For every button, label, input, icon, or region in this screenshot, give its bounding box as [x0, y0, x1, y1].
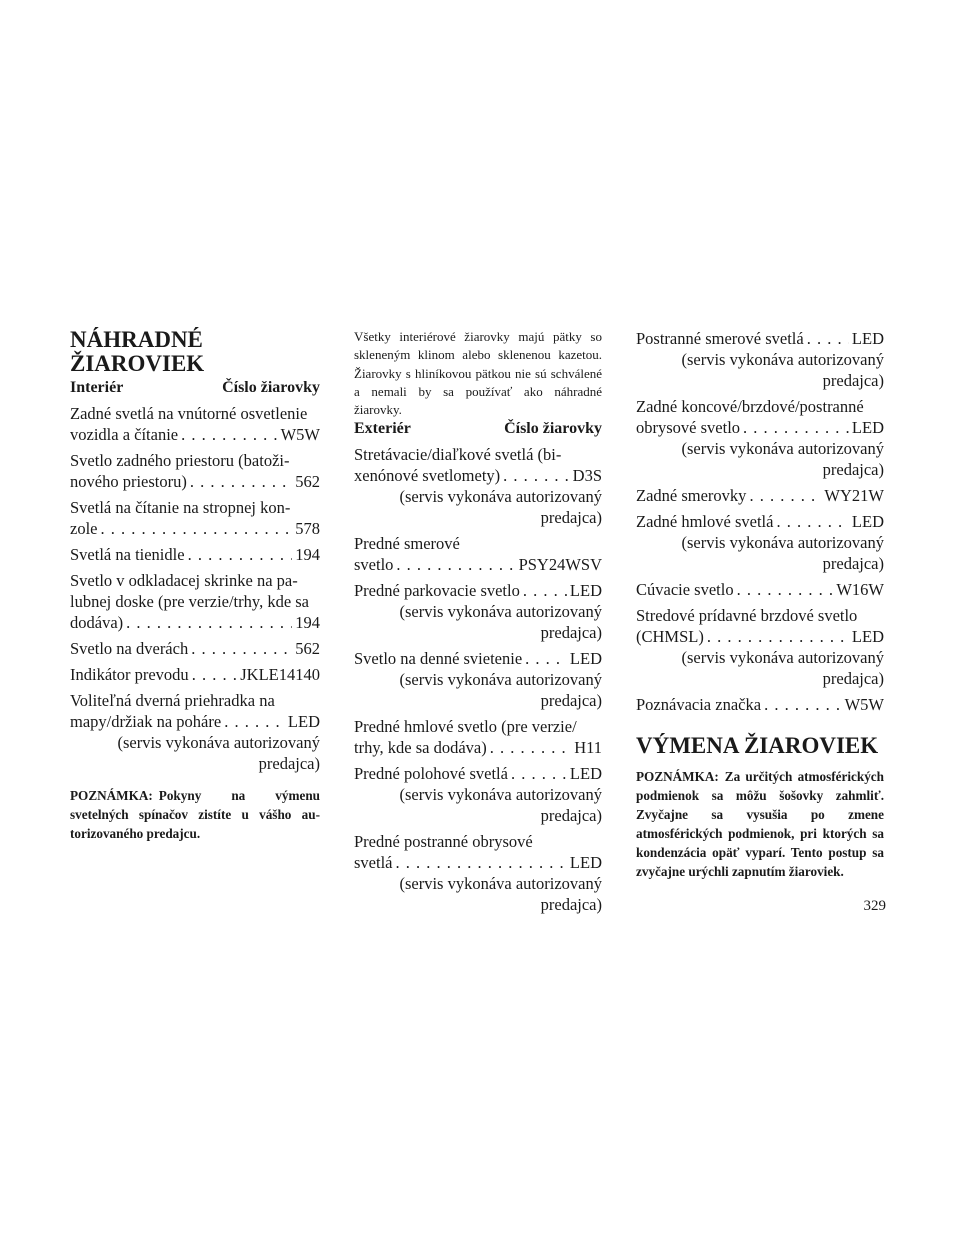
bulb-number: LED [851, 627, 884, 646]
bulb-location-text: Stretávacie/diaľkové svetlá (bi- [354, 445, 562, 465]
service-note: predajca) [822, 669, 884, 688]
bulb-number: LED [851, 418, 884, 437]
bulb-entry [636, 605, 884, 689]
bulb-entry [70, 570, 320, 633]
replacement-note [636, 767, 884, 881]
bulb-entry-line [636, 328, 884, 349]
dot-leader [743, 417, 849, 438]
bulb-entry-line [70, 424, 320, 445]
bulb-entry-line [636, 511, 884, 532]
bulb-entry-line [636, 694, 884, 715]
bulb-entry-line [354, 465, 602, 486]
column-right [636, 328, 884, 881]
bulb-entry [354, 444, 602, 528]
bulb-entry-line [70, 638, 320, 659]
service-note: predajca) [540, 623, 602, 643]
column-middle [354, 328, 602, 920]
section-title [70, 328, 320, 376]
dot-leader [126, 612, 292, 633]
bulb-location-text: Zadné smerovky [636, 486, 747, 505]
bulb-location-text: Voliteľná dverná priehradka na [70, 691, 275, 710]
column-left [70, 328, 320, 843]
dot-leader [807, 328, 849, 349]
bulb-entry [636, 694, 884, 715]
exterior-bulb-list-continued [636, 328, 884, 715]
bulb-entry [636, 579, 884, 600]
bulb-location-text: Zadné koncové/brzdové/postranné [636, 397, 864, 416]
bulb-entry-line [70, 664, 320, 685]
interior-table-header [70, 378, 320, 397]
bulb-location-text: Predné hmlové svetlo (pre verzie/ [354, 717, 577, 737]
bulb-entry [70, 638, 320, 659]
bulb-entry [70, 664, 320, 685]
bulb-number-header: Číslo žiarovky [222, 379, 320, 396]
dot-leader [100, 518, 292, 539]
service-note: predajca) [540, 806, 602, 826]
dot-leader [490, 737, 571, 758]
bulb-entry [70, 403, 320, 445]
bulb-number: LED [569, 649, 602, 669]
bulb-location-text: Postranné smerové svetlá [636, 329, 804, 348]
bulb-location-text: lubnej doske (pre verzie/trhy, kde sa [70, 592, 310, 611]
bulb-location-text: trhy, kde sa dodáva) [354, 738, 487, 758]
bulb-entry-line [354, 737, 602, 758]
bulb-location-text: svetlá [354, 853, 393, 873]
dot-leader [188, 544, 293, 565]
bulb-number: JKLE14140 [240, 665, 320, 684]
page-number: 329 [863, 898, 886, 914]
dot-leader [192, 664, 238, 685]
note-text: Pokyny na výmenu svetelných spínačov zistíte u vášho autorizovaného predajcu. [70, 788, 320, 841]
service-note: (servis vykonáva autorizovaný [681, 350, 884, 369]
note-label: POZNÁMKA: [70, 788, 153, 803]
bulb-entry-line [354, 648, 602, 669]
bulb-entry [354, 716, 602, 758]
bulb-location-text: Svetlo na dverách [70, 639, 189, 658]
bulb-location-text: Predné smerové [354, 534, 460, 554]
bulb-number: WY21W [824, 486, 884, 505]
bulb-entry [636, 328, 884, 391]
bulb-location-text: Poznávacia značka [636, 695, 762, 714]
bulb-number: W5W [280, 425, 320, 444]
replacement-section-title: VÝMENA ŽIAROVIEK [636, 733, 879, 758]
service-note: (servis vykonáva autorizovaný [399, 785, 602, 805]
bulb-entry [354, 648, 602, 711]
bulb-entry-line [70, 612, 320, 633]
dot-leader [776, 511, 848, 532]
bulb-location-text: Predné polohové svetlá [354, 764, 508, 784]
interior-note [70, 786, 320, 843]
bulb-number: 194 [295, 613, 320, 632]
bulb-entry [354, 831, 602, 915]
dot-leader [749, 485, 821, 506]
service-note: predajca) [258, 754, 320, 773]
bulb-number: LED [569, 764, 602, 784]
bulb-entry-line [354, 852, 602, 873]
service-note: predajca) [822, 554, 884, 573]
exterior-intro-paragraph: Všetky interiérové žiarovky majú pätky so skleneným klinom alebo sklenenou kazetou. Žiarovky s hliníkovou pätkou nie sú schválené a nemali by sa používať ako náhradné žiarovky. [354, 329, 602, 418]
bulb-location-text: Cúvacie svetlo [636, 580, 734, 599]
dot-leader [396, 852, 567, 873]
service-note: (servis vykonáva autorizovaný [681, 533, 884, 552]
bulb-entry-line [70, 544, 320, 565]
bulb-location-text: Zadné svetlá na vnútorné osvetlenie [70, 404, 308, 423]
dot-leader [511, 763, 567, 784]
bulb-location-text: obrysové svetlo [636, 418, 741, 437]
bulb-entry-line [70, 471, 320, 492]
bulb-entry-line [636, 417, 884, 438]
dot-leader [396, 554, 515, 575]
bulb-location-text: Zadné hmlové svetlá [636, 512, 774, 531]
dot-leader [191, 638, 292, 659]
service-note: (servis vykonáva autorizovaný [399, 487, 602, 507]
service-note: (servis vykonáva autorizovaný [399, 602, 602, 622]
service-note: predajca) [540, 691, 602, 711]
bulb-entry [354, 763, 602, 826]
service-note: (servis vykonáva autorizovaný [681, 648, 884, 667]
bulb-location-text: Stredové prídavné brzdové svetlo [636, 606, 858, 625]
bulb-location-text: vozidla a čítanie [70, 425, 179, 444]
dot-leader [523, 580, 567, 601]
bulb-number: 562 [295, 639, 320, 658]
bulb-location-text: Svetlo na denné svietenie [354, 649, 523, 669]
bulb-entry-line [70, 518, 320, 539]
bulb-number: H11 [574, 738, 602, 758]
bulb-number: D3S [572, 466, 602, 486]
bulb-location-text: nového priestoru) [70, 472, 187, 491]
bulb-entry [354, 580, 602, 643]
bulb-entry-line [636, 626, 884, 647]
interior-header-label: Interiér [70, 379, 124, 396]
bulb-entry [354, 533, 602, 575]
service-note: predajca) [540, 508, 602, 528]
interior-bulb-list [70, 403, 320, 774]
exterior-bulb-list [354, 444, 602, 915]
bulb-entry-line [354, 580, 602, 601]
exterior-header-label: Exteriér [354, 420, 411, 438]
dot-leader [503, 465, 569, 486]
bulb-number: 194 [295, 545, 320, 564]
bulb-location-text: svetlo [354, 555, 394, 575]
dot-leader [764, 694, 842, 715]
service-note: (servis vykonáva autorizovaný [681, 439, 884, 458]
dot-leader [737, 579, 834, 600]
bulb-location-text: Predné parkovacie svetlo [354, 581, 520, 601]
section-title-line-2: ŽIAROVIEK [70, 351, 205, 376]
bulb-entry [636, 511, 884, 574]
service-note: predajca) [540, 895, 602, 915]
dot-leader [190, 471, 292, 492]
bulb-location-text: Svetlo zadného priestoru (batoži- [70, 451, 290, 470]
bulb-entry [636, 485, 884, 506]
bulb-location-text: mapy/držiak na poháre [70, 712, 222, 731]
bulb-number: PSY24WSV [518, 555, 602, 575]
bulb-entry-line [354, 763, 602, 784]
bulb-entry-line [636, 485, 884, 506]
bulb-entry-line [636, 579, 884, 600]
exterior-table-header [354, 419, 602, 438]
bulb-entry [70, 544, 320, 565]
bulb-location-text: Predné postranné obrysové [354, 832, 533, 852]
bulb-location-text: Svetlo v odkladacej skrinke na pa- [70, 571, 298, 590]
service-note: (servis vykonáva autorizovaný [399, 874, 602, 894]
section-title-line-1: NÁHRADNÉ [70, 327, 203, 352]
note-text: Za určitých atmosférických podmienok sa môžu šošovky zahmliť. Zvyčajne sa vysušia po zmene atmosférických podmienok, pri ktorých sa kondenzácia opäť vyparí. Tento postup sa zvyčajne urýchli zapnutím žiaroviek. [636, 769, 884, 879]
dot-leader [181, 424, 277, 445]
bulb-number: LED [287, 712, 320, 731]
bulb-location-text: xenónové svetlomety) [354, 466, 501, 486]
service-note: (servis vykonáva autorizovaný [399, 670, 602, 690]
dot-leader [224, 711, 285, 732]
dot-leader [707, 626, 849, 647]
bulb-number: 562 [295, 472, 320, 491]
bulb-number: W5W [844, 695, 884, 714]
bulb-entry-line [70, 711, 320, 732]
bulb-number: LED [569, 853, 602, 873]
bulb-location-text: dodáva) [70, 613, 124, 632]
bulb-entry [70, 497, 320, 539]
bulb-entry-line [354, 554, 602, 575]
bulb-location-text: (CHMSL) [636, 627, 704, 646]
bulb-number-header: Číslo žiarovky [504, 420, 602, 438]
bulb-location-text: Svetlá na tienidle [70, 545, 185, 564]
bulb-number: W16W [836, 580, 884, 599]
bulb-number: LED [569, 581, 602, 601]
bulb-number: 578 [295, 519, 320, 538]
service-note: predajca) [822, 371, 884, 390]
bulb-number: LED [851, 329, 884, 348]
bulb-entry [636, 396, 884, 480]
bulb-entry [70, 450, 320, 492]
note-label: POZNÁMKA: [636, 769, 719, 784]
bulb-location-text: Indikátor prevodu [70, 665, 189, 684]
bulb-number: LED [851, 512, 884, 531]
bulb-location-text: zole [70, 519, 98, 538]
dot-leader [525, 648, 567, 669]
service-note: (servis vykonáva autorizovaný [117, 733, 320, 752]
bulb-entry [70, 690, 320, 774]
service-note: predajca) [822, 460, 884, 479]
bulb-location-text: Svetlá na čítanie na stropnej kon- [70, 498, 291, 517]
